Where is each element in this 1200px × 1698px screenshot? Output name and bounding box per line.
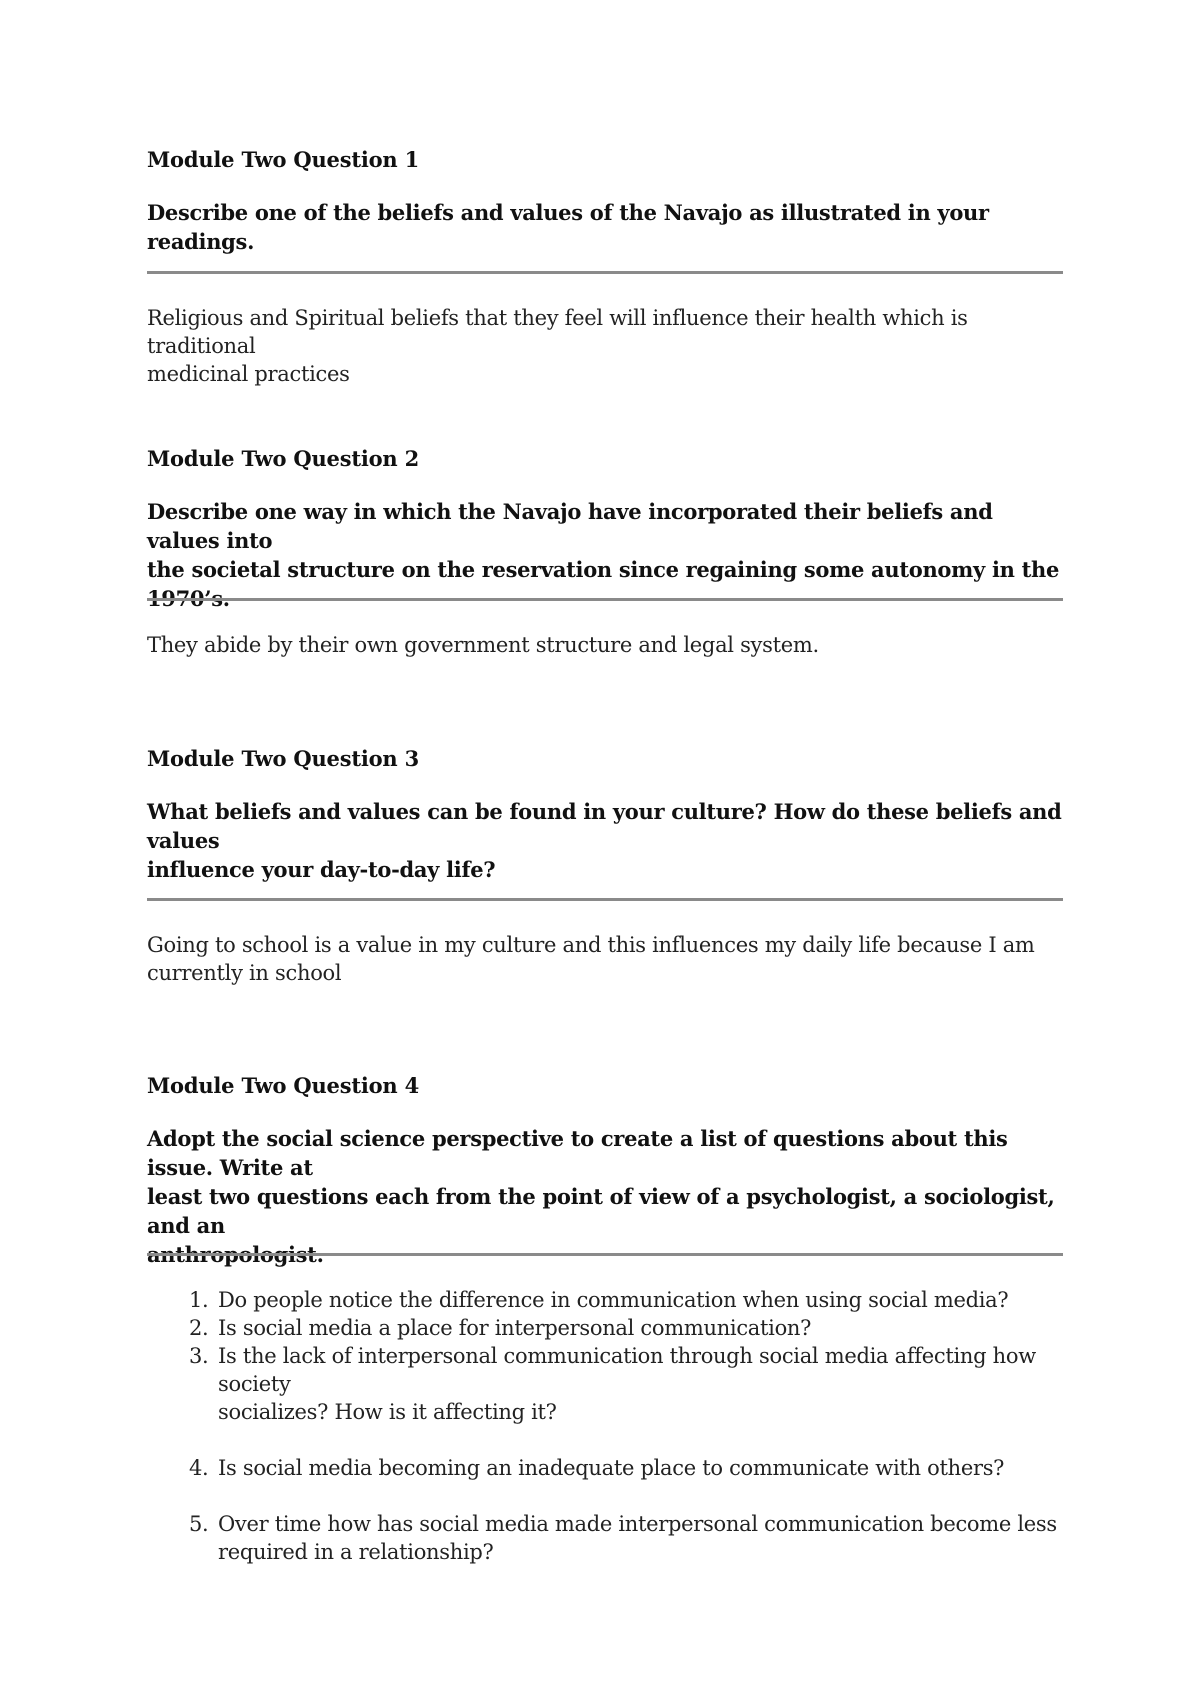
question-1-answer-line-1: Religious and Spiritual beliefs that they feel will influence their health which is traditional <box>147 306 968 358</box>
question-4-prompt-line-2: least two questions each from the point of view of a psychologist, a sociologist, and an <box>147 1184 1055 1238</box>
list-item-text: Is the lack of interpersonal communication through social media affecting how society <box>218 1344 1036 1396</box>
question-1-prompt-line-1: Describe one of the beliefs and values of the Navajo as illustrated in your readings. <box>147 200 989 254</box>
list-item-number: 1. <box>189 1288 209 1312</box>
question-3-answer-line-2: currently in school <box>147 961 342 985</box>
question-4-section <box>147 1072 1063 1269</box>
question-3-section <box>147 745 1063 884</box>
question-3-answer-line-1: Going to school is a value in my culture and this influences my daily life because I am <box>147 933 1035 957</box>
question-4-answer-list <box>147 1286 1063 1566</box>
question-3-heading: Module Two Question 3 <box>147 746 419 771</box>
question-3-divider <box>147 898 1063 901</box>
question-2-prompt <box>147 497 1063 613</box>
list-item-text: Is social media becoming an inadequate place to communicate with others? <box>218 1456 1005 1480</box>
list-item-text: Over time how has social media made interpersonal communication become less <box>218 1512 1057 1536</box>
question-2-section <box>147 445 1063 613</box>
question-3-prompt <box>147 797 1063 884</box>
question-2-heading: Module Two Question 2 <box>147 446 419 471</box>
question-2-divider <box>147 598 1063 601</box>
question-3-prompt-line-2: influence your day-to-day life? <box>147 857 496 882</box>
list-item <box>147 1454 1063 1482</box>
list-item-text: Do people notice the difference in communication when using social media? <box>218 1288 1009 1312</box>
question-1-divider <box>147 271 1063 274</box>
list-item-text: socializes? How is it affecting it? <box>218 1400 557 1424</box>
question-3-answer <box>147 931 1063 987</box>
question-1-heading: Module Two Question 1 <box>147 147 419 172</box>
list-item-number: 3. <box>189 1344 209 1368</box>
question-4-divider <box>147 1253 1063 1256</box>
list-item <box>147 1342 1063 1426</box>
question-2-answer-line-1: They abide by their own government structure and legal system. <box>147 633 819 657</box>
list-item-text: Is social media a place for interpersonal communication? <box>218 1316 812 1340</box>
question-3-prompt-line-1: What beliefs and values can be found in your culture? How do these beliefs and values <box>147 799 1062 853</box>
question-4-prompt-line-3: anthropologist. <box>147 1242 324 1267</box>
question-2-prompt-line-1: Describe one way in which the Navajo have incorporated their beliefs and values into <box>147 499 993 553</box>
question-1-prompt <box>147 198 1063 256</box>
question-1-answer <box>147 304 1063 388</box>
question-2-answer <box>147 631 1063 659</box>
list-item-number: 4. <box>189 1456 209 1480</box>
document-page <box>147 0 1063 1698</box>
list-item <box>147 1510 1063 1566</box>
list-item-number: 5. <box>189 1512 209 1536</box>
question-4-prompt <box>147 1124 1063 1269</box>
question-1-answer-line-2: medicinal practices <box>147 362 350 386</box>
list-item <box>147 1286 1063 1314</box>
list-item-text: required in a relationship? <box>218 1540 494 1564</box>
list-item <box>147 1314 1063 1342</box>
list-item-number: 2. <box>189 1316 209 1340</box>
question-4-prompt-line-1: Adopt the social science perspective to create a list of questions about this issue. Write at <box>147 1126 1008 1180</box>
question-4-heading: Module Two Question 4 <box>147 1073 419 1098</box>
question-2-prompt-line-2: the societal structure on the reservation since regaining some autonomy in the 1970’s. <box>147 557 1060 611</box>
question-1-section <box>147 146 1063 256</box>
